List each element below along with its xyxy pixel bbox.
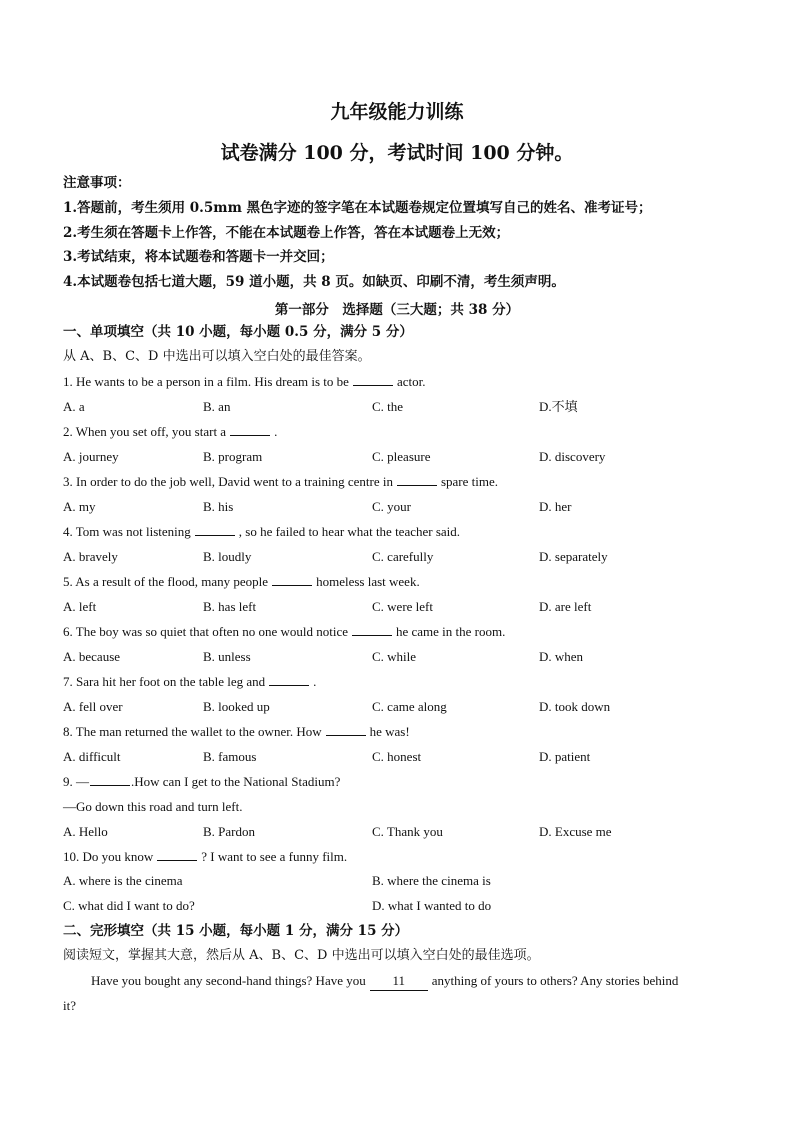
- question-text-pre: 6. The boy was so quiet that often no one would notice: [63, 624, 348, 639]
- question-3: [63, 473, 498, 491]
- q8-option-c: C. honest: [372, 749, 422, 764]
- question-5: [63, 573, 420, 591]
- note-item-2: 2.考生须在答题卡上作答，不能在本试题卷上作答，答在本试题卷上无效；: [63, 225, 510, 241]
- question-text-pre: 7. Sara hit her foot on the table leg and: [63, 674, 266, 689]
- question-text-pre: 3. In order to do the job well, David went to a training centre in: [63, 474, 393, 489]
- q9-option-d: D. Excuse me: [539, 824, 612, 839]
- q7-option-d: D. took down: [539, 699, 611, 714]
- question-9-post: .How can I get to the National Stadium?: [131, 774, 341, 789]
- q9-option-b: B. Pardon: [203, 824, 255, 839]
- section1-heading: 一、单项填空（共 10 小题，每小题 0.5 分，满分 5 分）: [63, 324, 413, 340]
- q3-option-d: D. her: [539, 499, 572, 514]
- answer-blank: [269, 673, 309, 686]
- q7-option-b: B. looked up: [203, 699, 270, 714]
- q4-option-c: C. carefully: [372, 549, 434, 564]
- q5-option-a: A. left: [63, 599, 97, 614]
- q10-option-d: D. what I wanted to do: [372, 898, 492, 913]
- q9-option-a: A. Hello: [63, 824, 108, 839]
- q10-option-c: C. what did I want to do?: [63, 898, 195, 913]
- question-text-post: .: [313, 674, 317, 689]
- q3-option-a: A. my: [63, 499, 96, 514]
- question-text-post: actor.: [396, 374, 426, 389]
- answer-blank: [157, 848, 197, 861]
- exam-subtitle: 试卷满分 100 分，考试时间 100 分钟。: [220, 142, 574, 164]
- q2-option-c: C. pleasure: [372, 449, 431, 464]
- q7-option-c: C. came along: [372, 699, 447, 714]
- question-9-reply: —Go down this road and turn left.: [63, 799, 243, 814]
- q10-option-a: A. where is the cinema: [63, 873, 183, 888]
- exam-title: 九年级能力训练: [330, 101, 464, 123]
- question-10-post: ? I want to see a funny film.: [201, 849, 348, 864]
- section1-instruction: 从 A、B、C、D 中选出可以填入空白处的最佳答案。: [63, 349, 371, 364]
- q8-option-b: B. famous: [203, 749, 257, 764]
- passage-line-1: [91, 972, 678, 991]
- question-7: [63, 673, 316, 691]
- question-text-pre: 5. As a result of the flood, many people: [63, 574, 269, 589]
- notes-heading: 注意事项：: [63, 175, 131, 191]
- answer-blank: [90, 773, 130, 786]
- question-9-pre: 9. —: [63, 774, 89, 789]
- question-8: [63, 723, 410, 741]
- q4-option-d: D. separately: [539, 549, 608, 564]
- blank-11: 11: [370, 972, 428, 991]
- question-text-post: he was!: [369, 724, 410, 739]
- q2-option-a: A. journey: [63, 449, 119, 464]
- question-text-pre: 8. The man returned the wallet to the owner. How: [63, 724, 322, 739]
- section2-instruction: 阅读短文，掌握其大意，然后从 A、B、C、D 中选出可以填入空白处的最佳选项。: [63, 948, 540, 963]
- question-text-post: he came in the room.: [395, 624, 506, 639]
- q6-option-d: D. when: [539, 649, 584, 664]
- q4-option-b: B. loudly: [203, 549, 252, 564]
- question-text-pre: 4. Tom was not listening: [63, 524, 191, 539]
- q7-option-a: A. fell over: [63, 699, 123, 714]
- note-item-1: 1.答题前，考生须用 0.5mm 黑色字迹的签字笔在本试题卷规定位置填写自己的姓名、准考证号；: [63, 200, 652, 216]
- note-item-4: 4.本试题卷包括七道大题，59 道小题，共 8 页。如缺页、印刷不清，考生须声明。: [63, 274, 565, 290]
- question-text-post: homeless last week.: [316, 574, 420, 589]
- question-10: [63, 848, 347, 866]
- note-item-3: 3.考试结束，将本试题卷和答题卡一并交回；: [63, 249, 334, 265]
- question-1: [63, 373, 425, 391]
- answer-blank: [230, 423, 270, 436]
- passage-line-2: it?: [63, 998, 76, 1013]
- answer-blank: [195, 523, 235, 536]
- answer-blank: [326, 723, 366, 736]
- q8-option-a: A. difficult: [63, 749, 121, 764]
- q6-option-b: B. unless: [203, 649, 251, 664]
- q9-option-c: C. Thank you: [372, 824, 443, 839]
- question-text-post: .: [274, 424, 278, 439]
- q5-option-d: D. are left: [539, 599, 592, 614]
- q4-option-a: A. bravely: [63, 549, 118, 564]
- q8-option-d: D. patient: [539, 749, 591, 764]
- q10-option-b: B. where the cinema is: [372, 873, 491, 888]
- answer-blank: [397, 473, 437, 486]
- q1-option-c: C. the: [372, 399, 404, 414]
- q1-option-a: A. a: [63, 399, 85, 414]
- question-10-pre: 10. Do you know: [63, 849, 154, 864]
- part1-heading: 第一部分 选择题（三大题；共 38 分）: [274, 302, 520, 318]
- q5-option-c: C. were left: [372, 599, 434, 614]
- answer-blank: [272, 573, 312, 586]
- q6-option-c: C. while: [372, 649, 417, 664]
- q1-option-d: D.不填: [539, 399, 578, 414]
- answer-blank: [352, 623, 392, 636]
- q5-option-b: B. has left: [203, 599, 257, 614]
- question-4: [63, 523, 460, 541]
- question-2: [63, 423, 277, 441]
- q2-option-d: D. discovery: [539, 449, 606, 464]
- question-text-post: , so he failed to hear what the teacher said.: [238, 524, 461, 539]
- q3-option-c: C. your: [372, 499, 411, 514]
- question-6: [63, 623, 505, 641]
- question-9: [63, 773, 340, 791]
- passage-text-pre: Have you bought any second-hand things? Have you: [91, 973, 366, 988]
- q6-option-a: A. because: [63, 649, 121, 664]
- q1-option-b: B. an: [203, 399, 231, 414]
- question-text-pre: 1. He wants to be a person in a film. His dream is to be: [63, 374, 349, 389]
- passage-text-post: anything of yours to others? Any stories behind: [431, 973, 679, 988]
- answer-blank: [353, 373, 393, 386]
- q2-option-b: B. program: [203, 449, 263, 464]
- question-text-pre: 2. When you set off, you start a: [63, 424, 227, 439]
- question-text-post: spare time.: [440, 474, 499, 489]
- q3-option-b: B. his: [203, 499, 234, 514]
- section2-heading: 二、完形填空（共 15 小题，每小题 1 分，满分 15 分）: [63, 923, 409, 939]
